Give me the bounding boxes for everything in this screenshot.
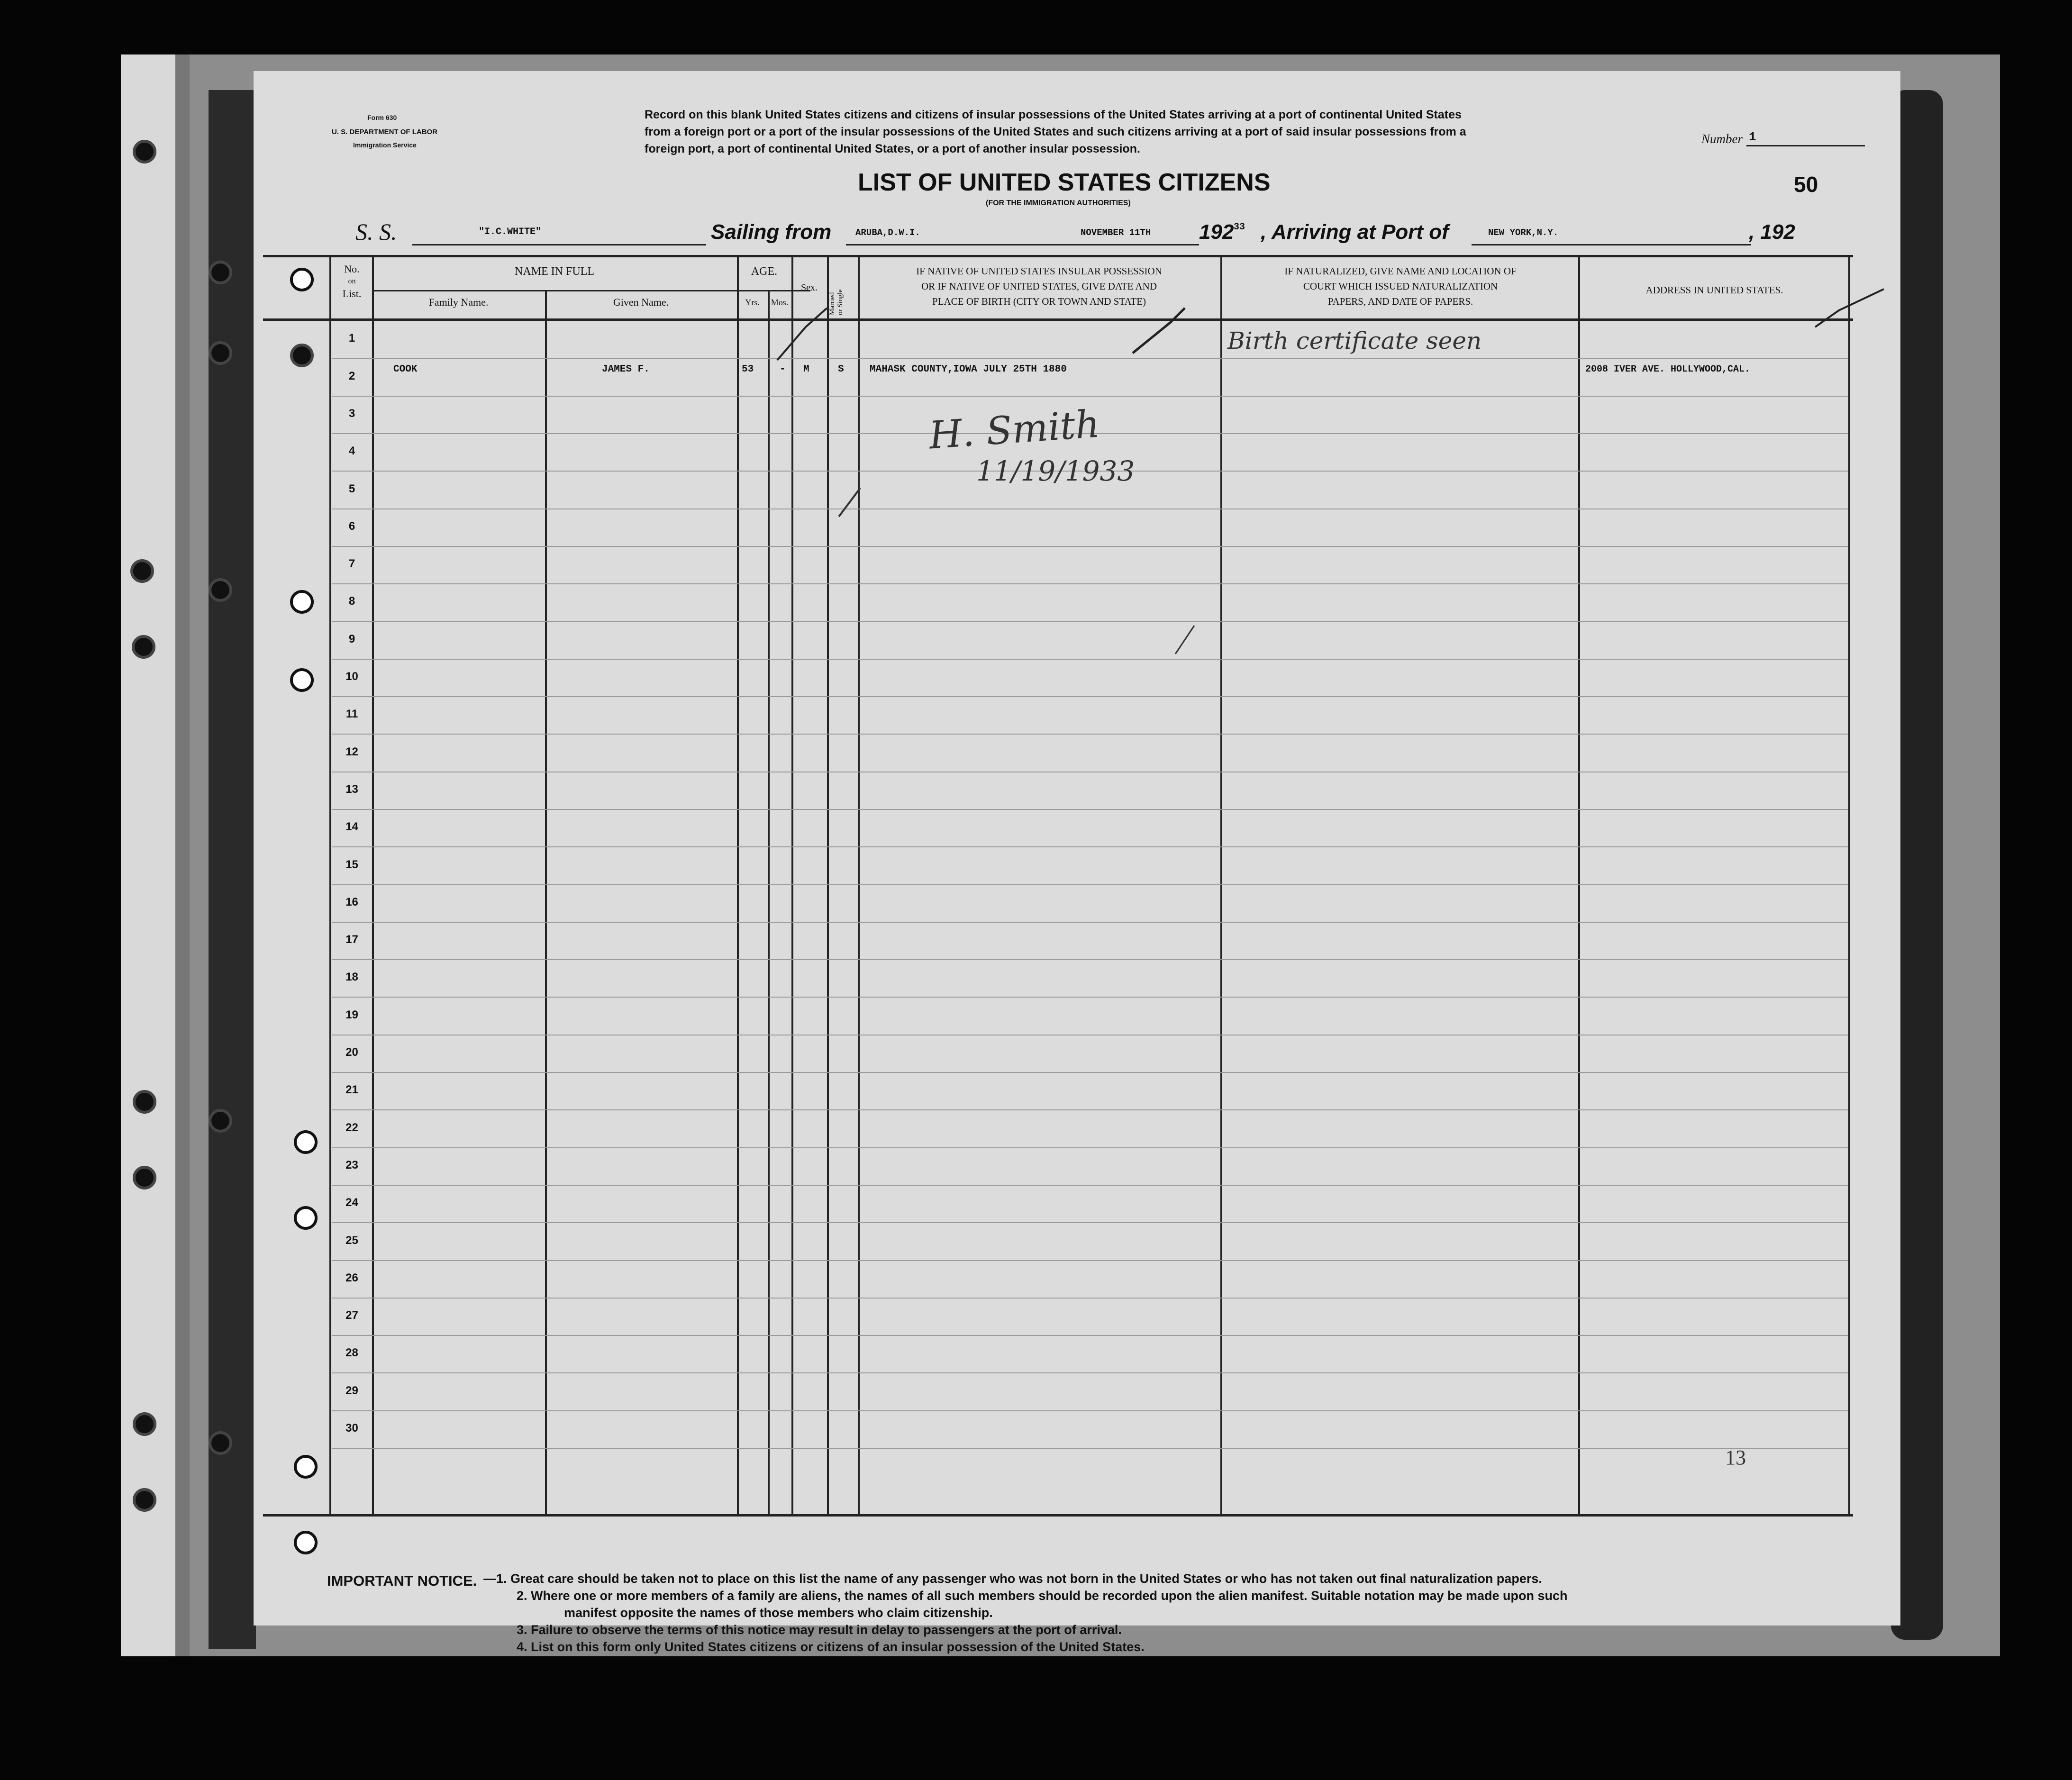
entry-marital-status: S [838,364,844,375]
row-number: 29 [345,1384,358,1397]
number-value: 1 [1749,130,1756,144]
notice-item-3: 3. Failure to observe the terms of this notice may result in delay to passengers at the port of arrival. [517,1623,1122,1637]
row-number: 6 [348,519,355,533]
row-number: 8 [348,595,355,608]
row-number: 30 [345,1422,358,1435]
given-name-header: Given Name. [613,296,669,308]
row-number: 17 [345,933,358,946]
from-port: ARUBA,D.W.I. [855,227,920,238]
row-number: 23 [345,1158,358,1172]
row-number: 21 [345,1083,358,1097]
birth-header-line: OR IF NATIVE OF UNITED STATES, GIVE DATE AND [921,281,1157,292]
row-number: 28 [345,1346,358,1360]
row-number: 27 [345,1309,358,1322]
ss-label: S. S. [355,218,397,245]
months-header: Mos. [771,298,789,307]
row-number: 26 [345,1271,358,1284]
page-title: LIST OF UNITED STATES CITIZENS [858,169,1271,196]
row-number: 11 [345,708,358,721]
row-number: 1 [348,332,355,345]
entry-family-name: COOK [393,364,418,375]
row-number: 25 [345,1234,358,1247]
arrival-port: NEW YORK,N.Y. [1488,227,1559,238]
entry-sex: M [803,364,809,375]
year-suffix: 33 [1234,222,1245,233]
year-prefix: 192 [1199,220,1234,244]
no-header-line: List. [342,288,362,300]
no-header-line: on [348,277,356,285]
check-mark [1815,289,1884,327]
family-name-header: Family Name. [428,296,489,308]
marital-header-line: or Single [836,289,844,315]
ship-name: "I.C.WHITE" [479,227,542,237]
entry-age-months: - [780,364,786,375]
age-header: AGE. [751,265,778,278]
entry-address: 2008 IVER AVE. HOLLYWOOD,CAL. [1585,364,1751,375]
page-subtitle: (FOR THE IMMIGRATION AUTHORITIES) [986,199,1131,207]
no-header-line: No. [344,263,360,275]
corner-number: 13 [1725,1446,1746,1469]
row-number: 13 [345,782,358,796]
row-number: 12 [345,745,358,758]
instruction-line-3: foreign port, a port of continental United States, or a port of another insular possession. [645,142,1140,155]
check-mark [777,308,827,360]
pencil-mark [1175,626,1194,654]
signature: H. Smith [927,401,1101,458]
row-number: 10 [345,670,358,683]
row-number: 7 [348,557,355,571]
pencil-mark [839,488,860,517]
row-number: 20 [345,1046,358,1059]
birth-header-line: IF NATIVE OF UNITED STATES INSULAR POSSESSION [916,265,1162,277]
naturalized-header-line: PAPERS, AND DATE OF PAPERS. [1327,296,1473,307]
row-number: 5 [348,482,355,495]
row-number: 24 [345,1196,358,1209]
row-number: 22 [345,1121,358,1134]
entry-birth: MAHASK COUNTY,IOWA JULY 25TH 1880 [870,364,1067,375]
department: U. S. DEPARTMENT OF LABOR [332,128,438,136]
row-number: 4 [348,445,355,458]
check-mark [1133,308,1185,353]
naturalized-header-line: COURT WHICH ISSUED NATURALIZATION [1303,281,1498,292]
instruction-line-1: Record on this blank United States citizens and citizens of insular possessions of the United States arriving at a port of continental United States [645,108,1462,121]
arriving-label: , Arriving at Port of [1261,220,1449,244]
number-label: Number [1701,132,1743,146]
row-number: 16 [345,895,358,908]
row-number: 18 [345,971,358,984]
notice-heading: IMPORTANT NOTICE. [327,1572,477,1589]
sex-header: Sex. [801,282,818,293]
entry-age-years: 53 [742,364,754,375]
name-in-full-header: NAME IN FULL [515,265,594,278]
arrival-year: , 192 [1749,220,1795,244]
instruction-line-2: from a foreign port or a port of the insular possessions of the United States and such citizens arriving at a port of said insular possessions from a [645,125,1466,138]
row-number: 3 [348,407,355,420]
years-header: Yrs. [745,298,760,307]
sailing-date: NOVEMBER 11TH [1081,227,1151,238]
signature-date: 11/19/1933 [976,455,1135,487]
birth-header-line: PLACE OF BIRTH (CITY OR TOWN AND STATE) [932,296,1146,307]
address-header: ADDRESS IN UNITED STATES. [1645,284,1783,296]
notice-item-1: —1. Great care should be taken not to place on this list the name of any passenger who was not born in the United States or who has not taken out final naturalization papers. [483,1571,1542,1586]
service: Immigration Service [353,141,417,149]
row-number: 15 [345,858,358,871]
entry-given-name: JAMES F. [602,364,650,375]
row-number: 14 [345,820,358,834]
notice-item-2-cont: manifest opposite the names of those members who claim citizenship. [564,1606,993,1620]
row-number: 2 [348,369,355,382]
row-number: 9 [348,632,355,645]
sheet-number: 50 [1794,172,1818,197]
naturalized-header-line: IF NATURALIZED, GIVE NAME AND LOCATION OF [1284,265,1517,277]
marital-header-line: Married [828,292,836,315]
sailing-label: Sailing from [711,220,832,244]
form-number: Form 630 [367,114,397,121]
entry-naturalized-note: Birth certificate seen [1227,327,1482,354]
notice-item-2: 2. Where one or more members of a family are aliens, the names of all such members should be recorded upon the alien manifest. Suitable notation may be made upon such [517,1589,1568,1603]
notice-item-4: 4. List on this form only United States citizens or citizens of an insular possession of the United States. [517,1640,1145,1654]
row-number: 19 [345,1008,358,1021]
